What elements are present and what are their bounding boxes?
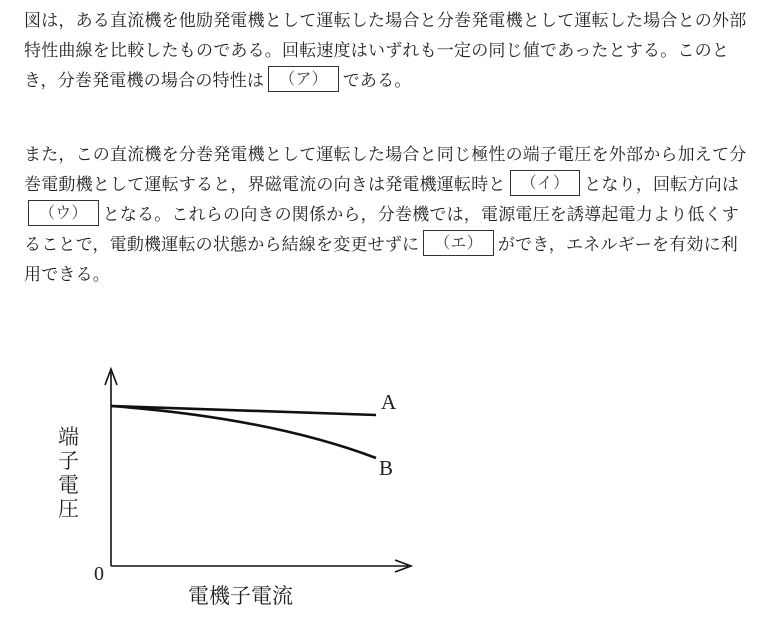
- blank-e-box: （エ）: [423, 230, 494, 256]
- curve-a-label: A: [381, 390, 397, 414]
- curve-b-label: B: [379, 456, 394, 480]
- paragraph-2-text-4: ができ，エネルギーを有効に利用できる。: [24, 235, 738, 285]
- blank-i-box: （イ）: [510, 170, 581, 196]
- paragraph-2-text-1: また，この直流機を分巻発電機として運転した場合と同じ極性の端子電圧を外部から加えて分巻電動機として運転すると，界磁電流の向きは発電機運転時と: [24, 145, 747, 195]
- paragraph-1: [24, 6, 754, 96]
- paragraph-1-text-2: である。: [342, 71, 412, 91]
- blank-u-box: （ウ）: [28, 200, 99, 226]
- blank-a-box: （ア）: [268, 66, 339, 92]
- paragraph-2-text-2: となり，回転方向は: [584, 175, 740, 195]
- y-axis-label: 端子電圧: [58, 425, 79, 521]
- x-axis-label: 電機子電流: [188, 584, 293, 608]
- paragraph-2-text-3: となる。これらの向きの関係から，分巻機では，電源電圧を誘導起電力より低くすることで，電動機運転の状態から結線を変更せずに: [24, 205, 740, 255]
- paragraph-1-text-1: 図は，ある直流機を他励発電機として運転した場合と分巻発電機として運転した場合との外部特性曲線を比較したものである。回転速度はいずれも一定の同じ値であったとする。このとき，分巻発電機の場合の特性は: [24, 11, 747, 91]
- paragraph-2: [24, 140, 754, 290]
- origin-label: 0: [94, 563, 104, 585]
